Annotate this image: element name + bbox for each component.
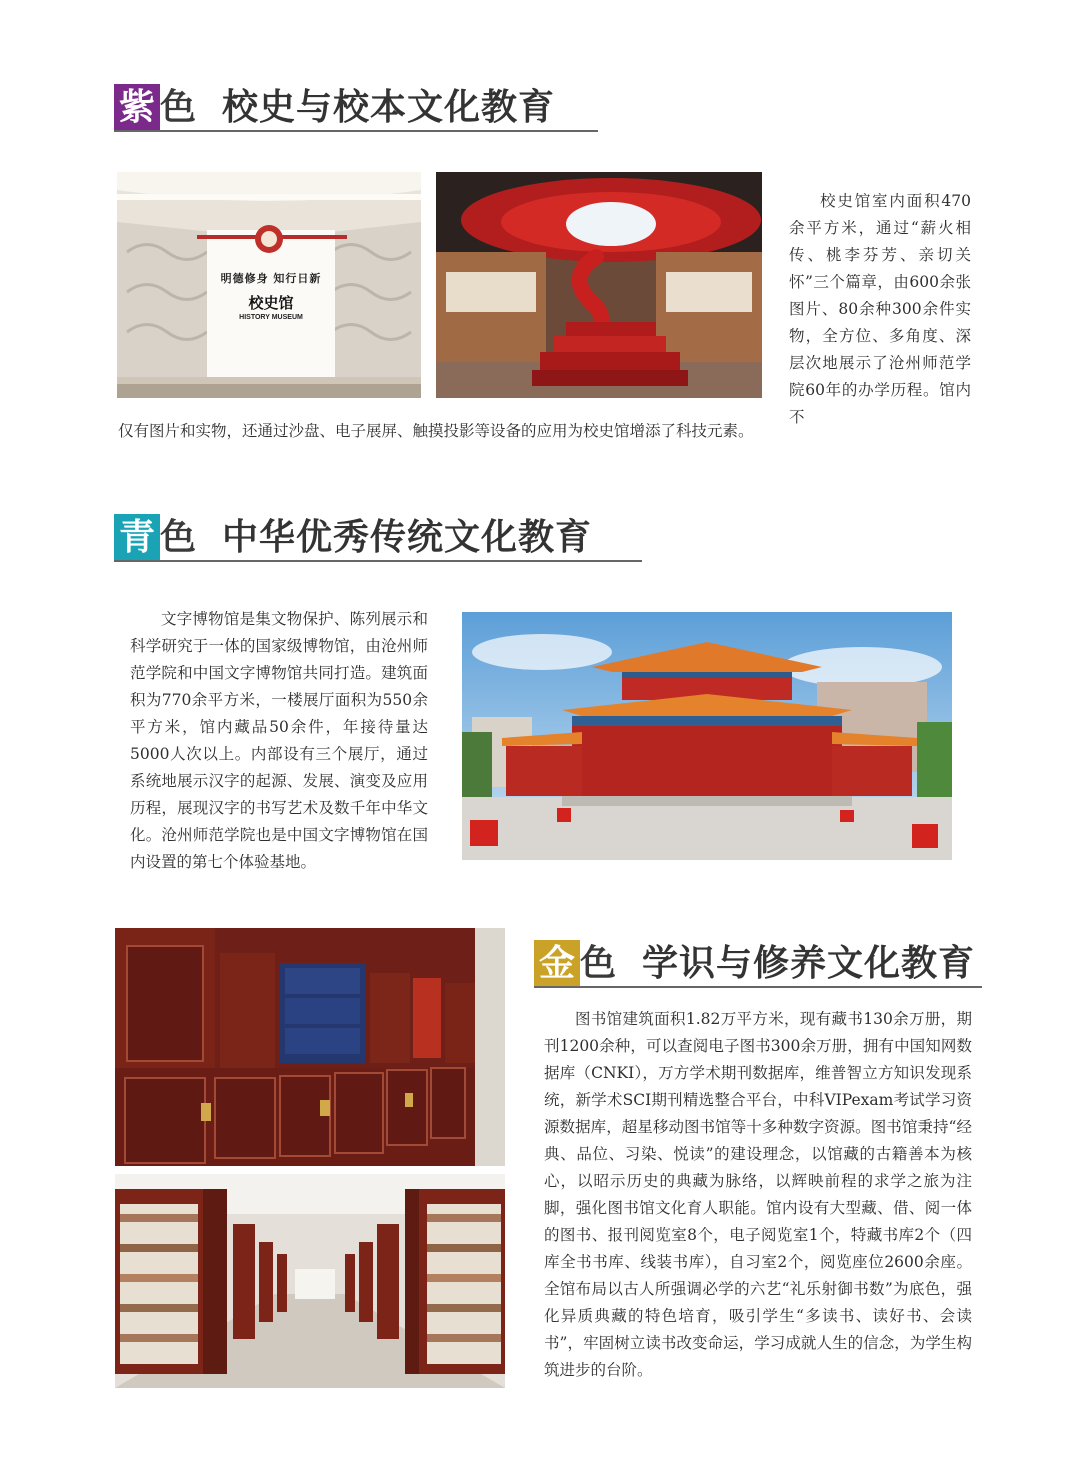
museum-sign-english: HISTORY MUSEUM: [239, 314, 303, 321]
section2-underline: [114, 560, 642, 562]
history-museum-entrance-photo: [117, 172, 421, 398]
section1-title: 校史与校本文化教育: [222, 86, 556, 128]
section2-title: 中华优秀传统文化教育: [222, 516, 593, 558]
section3-color-char: 色: [580, 942, 617, 984]
section3-text: 图书馆建筑面积1.82万平方米，现有藏书130余万册，期刊1200余种，可以查阅电子图书300余万册，拥有中国知网数据库（CNKI），万方学术期刊数据库，维普智立方知识发现系统，新学术SCI期刊精选整合平台，中科VIPexam考试学习资源数据库，超星移动图书馆等十多种数字资源。图书馆秉持“经典、品位、习染、悦读”的建设理念，以馆藏的古籍善本为核心，以昭示历史的典藏为脉络，以辉映前程的求学之旅为注脚，强化图书馆文化育人职能。馆内设有大型藏、借、阅一体的图书、报刊阅览室8个，电子阅览室1个，特藏书库2个（四库全书书库、线装书库），自习室2个，阅览座位2600余座。全馆布局以古人所强调必学的六艺“礼乐射御书数”为底色，强化异质典藏的特色培育，吸引学生“多读书、读好书、会读书”，牢固树立读书改变命运，学习成就人生的信念，为学生构筑进步的台阶。: [544, 1010, 972, 1379]
section1-heading: [114, 84, 555, 130]
section2-text: 文字博物馆是集文物保护、陈列展示和科学研究于一体的国家级博物馆，由沧州师范学院和中国文字博物馆共同打造。建筑面积为770余平方米，一楼展厅面积为550余平方米，馆内藏品50余件，年接待量达5000人次以上。内部设有三个展厅，通过系统地展示汉字的起源、发展、演变及应用历程，展现汉字的书写艺术及数千年中华文化。沧州师范学院也是中国文字博物馆在国内设置的第七个体验基地。: [130, 610, 428, 871]
section2-color-char: 色: [160, 516, 197, 558]
character-museum-building-photo: [462, 612, 952, 860]
section3-title: 学识与修养文化教育: [642, 942, 976, 984]
ancient-book-cabinets-photo: [115, 928, 505, 1166]
section1-text-bottom: 仅有图片和实物，还通过沙盘、电子展屏、触摸投影等设备的应用为校史馆增添了科技元素。: [118, 422, 754, 440]
section2-heading: [114, 514, 592, 560]
museum-sign-text: 校史馆: [248, 294, 294, 312]
section1-underline: [114, 130, 598, 132]
section3-underline: [534, 986, 982, 988]
section3-heading: [534, 940, 975, 986]
library-book-stacks-photo: [115, 1174, 505, 1388]
section2-highlight-char: 青: [114, 514, 160, 560]
section1-color-char: 色: [160, 86, 197, 128]
section1-highlight-char: 紫: [114, 84, 160, 130]
section3-highlight-char: 金: [534, 940, 580, 986]
history-museum-interior-photo: [436, 172, 762, 398]
section1-text-right: 校史馆室内面积470余平方米，通过“薪火相传、桃李芬芳、亲切关怀”三个篇章，由600余张图片、80余种300余件实物，全方位、多角度、深层次地展示了沧州师范学院60年的办学历程。馆内不: [789, 192, 971, 426]
museum-banner-text: 明德修身 知行日新: [220, 272, 322, 285]
